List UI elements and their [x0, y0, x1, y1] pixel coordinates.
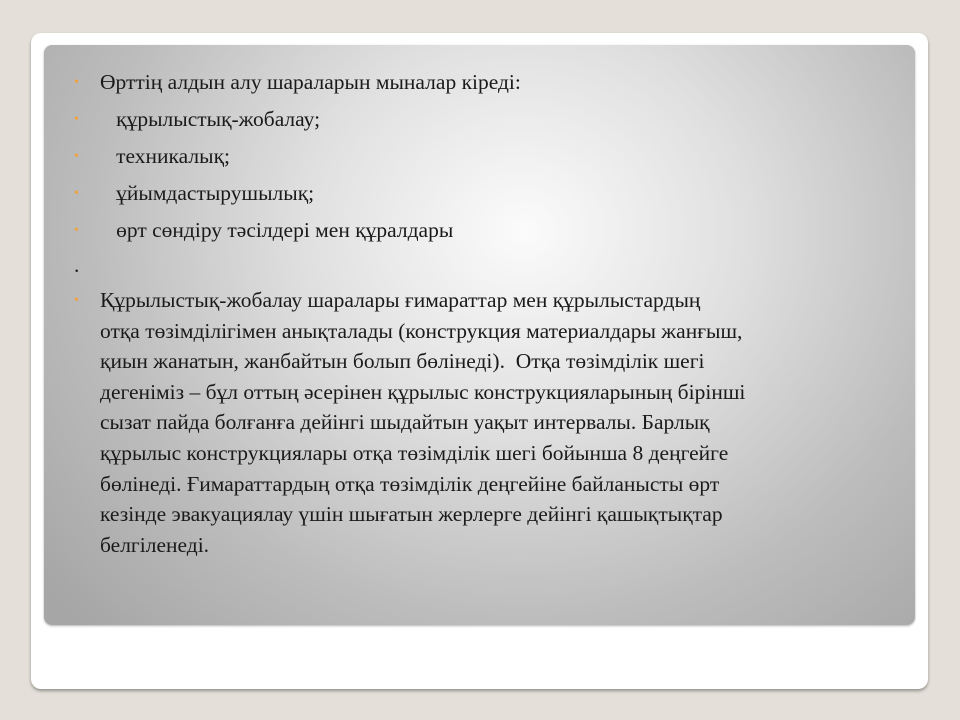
bullet-text: техникалық;: [100, 144, 230, 168]
bullet-text: өрт сөндіру тәсілдері мен құралдары: [100, 218, 454, 242]
bullet-text: құрылыстық-жобалау;: [100, 107, 321, 131]
paragraph-line: қиын жанатын, жанбайтын болып бөлінеді). Отқа төзімділік шегі: [100, 349, 705, 374]
bullet-text: ұйымдастырушылық;: [100, 181, 315, 205]
bullet-icon: •: [74, 293, 79, 308]
bullet-icon: •: [74, 223, 79, 238]
bullet-text: Өрттің алдын алу шараларын мыналар кіреді:: [100, 70, 521, 94]
separator-dot: .: [74, 253, 80, 277]
bullet-icon: •: [74, 75, 79, 90]
paragraph-line: сызат пайда болғанға дейінгі шыдайтын уақыт интервалы. Барлық: [100, 410, 710, 435]
paragraph-line: белгіленеді.: [100, 532, 210, 557]
paragraph-line: Құрылыстық-жобалау шаралары ғимараттар мен құрылыстардың: [100, 288, 701, 312]
bullet-icon: •: [74, 149, 79, 164]
paragraph-line: отқа төзімділігімен анықталады (конструкция материалдары жанғыш,: [100, 318, 743, 343]
paragraph-line: құрылыс конструкциялары отқа төзімділік шегі бойынша 8 деңгейге: [100, 440, 729, 465]
bullet-icon: •: [74, 186, 79, 201]
paragraph-line: бөлінеді. Ғимараттардың отқа төзімділік деңгейіне байланысты өрт: [100, 471, 720, 496]
paragraph-line: дегеніміз – бұл оттың әсерінен құрылыс конструкцияларының бірінші: [100, 379, 746, 404]
paragraph-construction-measures: [100, 285, 900, 560]
paragraph-line: кезінде эвакуациялау үшін шығатын жерлерге дейінгі қашықтықтар: [100, 502, 723, 527]
bullet-icon: •: [74, 112, 79, 127]
